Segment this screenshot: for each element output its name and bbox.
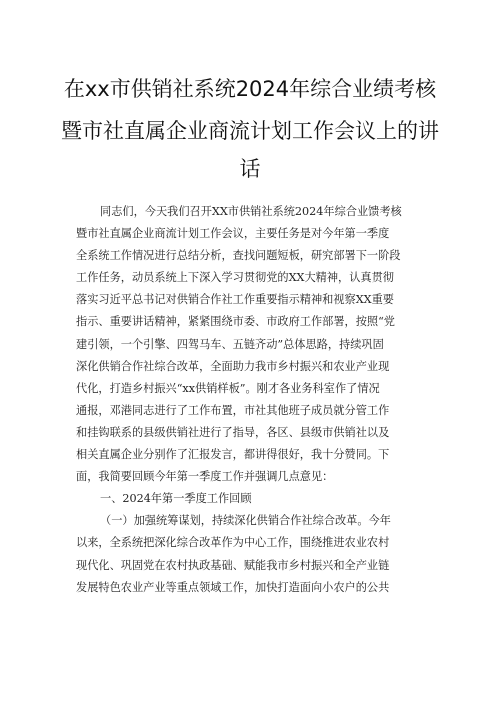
body-line: 深化供销合作社综合改革，全面助力我市乡村振兴和农业产业现 xyxy=(76,359,390,373)
document-title-line-1: 在xx市供销社系统2024年综合业绩考核 xyxy=(63,77,437,101)
document-title-line-2: 暨市社直属企业商流计划工作会议上的讲 xyxy=(61,119,439,143)
body-line: 通报，邓港同志进行了工作布置，市社其他班子成员就分管工作 xyxy=(76,403,390,417)
document-title-line-3: 话 xyxy=(239,157,261,181)
body-line: 和挂钩联系的县级供销社进行了指导，各区、县级市供销社以及 xyxy=(76,425,390,439)
body-line: 全系统工作情况进行总结分析，查找问题短板，研究部署下一阶段 xyxy=(76,249,401,263)
document-body xyxy=(76,201,434,599)
body-line: 指示、重要讲话精神，紧紧围绕市委、市政府工作部署，按照“党 xyxy=(76,315,395,329)
body-line: 落实习近平总书记对供销合作社工作重要指示精神和视察XX重要 xyxy=(76,293,394,307)
section-heading: 一、2024年第一季度工作回顾 xyxy=(100,492,252,506)
body-line: 相关直属企业分别作了汇报发言，都讲得很好，我十分赞同。下 xyxy=(76,448,390,462)
body-line: 建引领，一个引擎、四驾马车、五链齐动”总体思路，持续巩固 xyxy=(76,337,384,351)
body-line: 同志们，今天我们召开XX市供销社系统2024年综合业馈考核 xyxy=(100,205,402,218)
body-line: 代化，打造乡村振兴“xx供销样板”。刚才各业务科室作了情况 xyxy=(76,381,380,395)
body-line: 以来，全系统把深化综合改革作为中心工作，围绕推进农业农村 xyxy=(76,536,390,550)
body-line: 面，我简要回顾今年第一季度工作并强调几点意见： xyxy=(76,470,334,484)
body-line: 现代化、巩固党在农村执政基础、赋能我市乡村振兴和全产业链 xyxy=(76,558,390,572)
body-line: 暨市社直属企业商流计划工作会议，主要任务是对今年第一季度 xyxy=(76,227,390,241)
body-line: 工作任务，动员系统上下深入学习贯彻党的XX大精神，认真贯彻 xyxy=(76,271,394,285)
body-line: 发展特色农业产业等重点领域工作，加快打造面向小农户的公共 xyxy=(76,580,390,594)
subsection-heading: （一）加强统筹谋划，持续深化供销合作社综合改革。今年 xyxy=(100,514,391,528)
